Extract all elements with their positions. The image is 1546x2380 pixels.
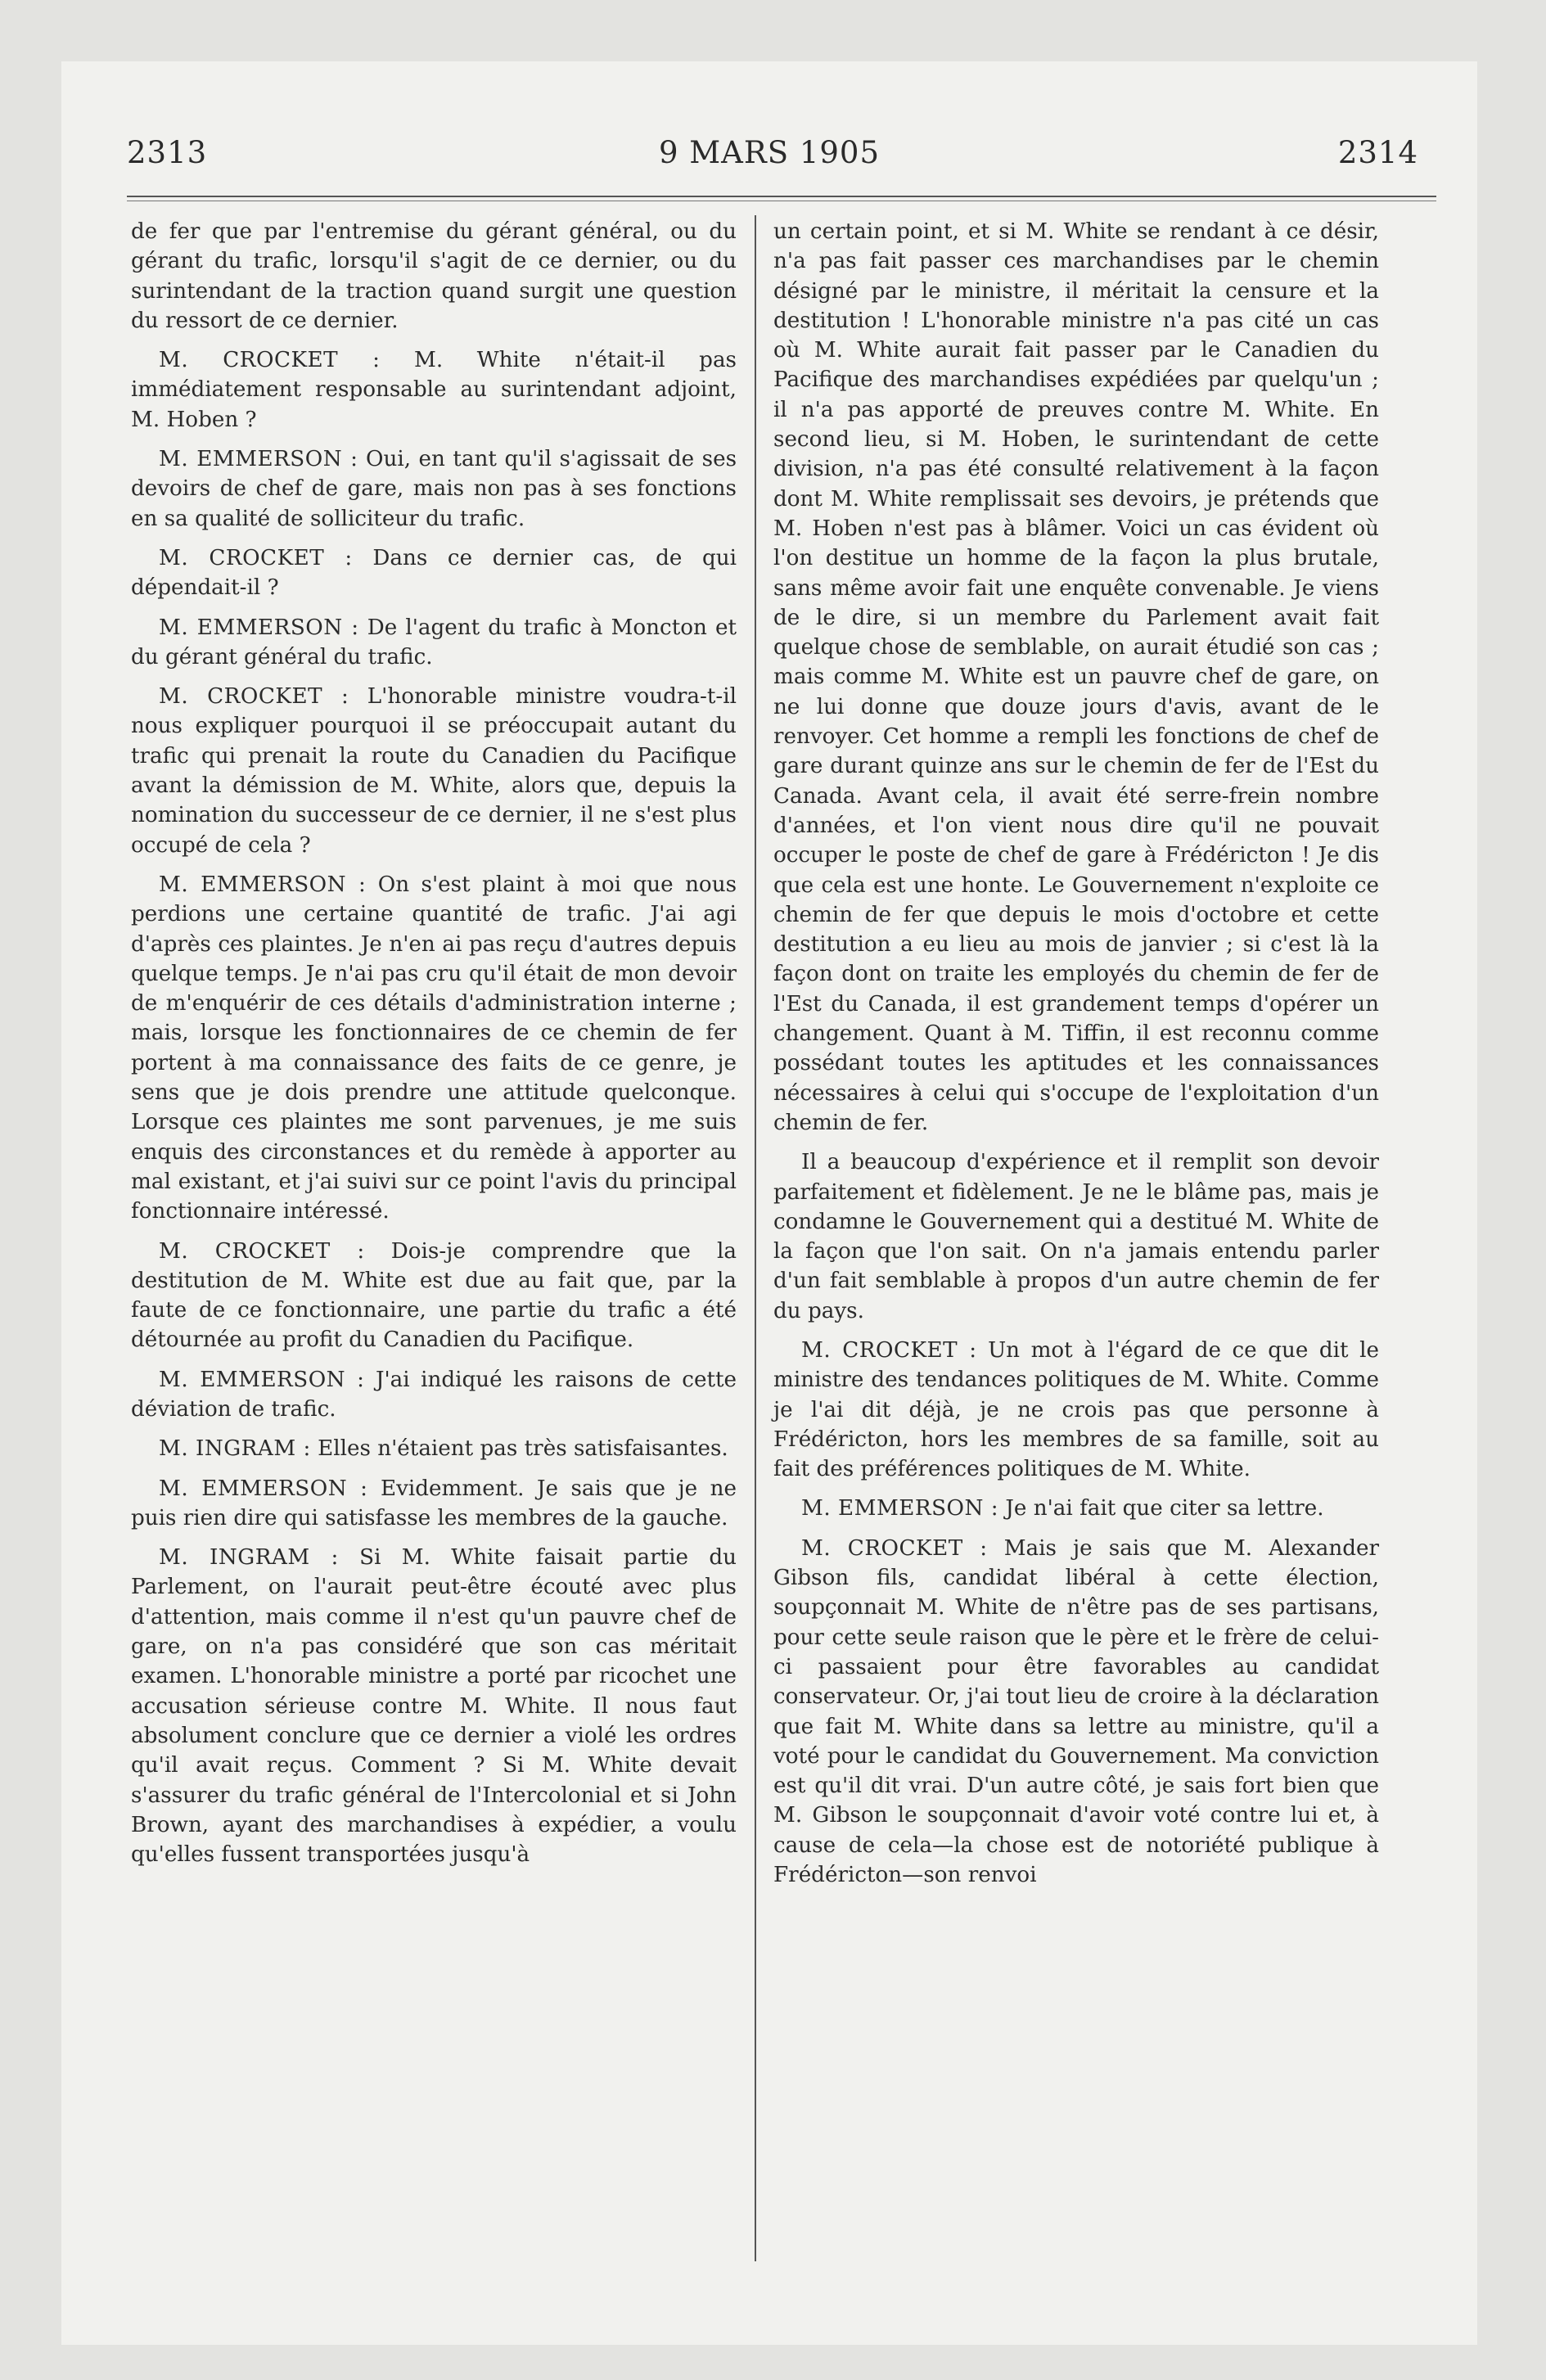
- left-column: [131, 217, 737, 1879]
- paragraph: [131, 1237, 737, 1355]
- paragraph-text: Mais je sais que M. Alexander Gibson fils, candidat libéral à cette élection, soupçonnait M. White de n'être pas de ses partisans, pour cette seule raison que le père et le frère de celui-ci passaient pour être favorables au candidat conservateur. Or, j'ai tout lieu de croire à la déclaration que fait M. White dans sa lettre au ministre, qu'il a voté pour le candidat du Gouvernement. Ma conviction est qu'il dit vrai. D'un autre côté, je sais fort bien que M. Gibson le soupçonnait d'avoir voté contre lui et, à cause de cela—la chose est de notoriété publique à Frédéricton—son renvoi: [773, 1535, 1379, 1888]
- speaker-name: M. EMMERSON :: [159, 872, 367, 897]
- column-divider: [755, 215, 756, 2261]
- paragraph-text: Oui, en tant qu'il s'agissait de ses devoirs de chef de gare, mais non pas à ses fonctions en sa qualité de solliciteur du trafic.: [131, 447, 737, 531]
- speaker-name: M. CROCKET :: [159, 1238, 365, 1264]
- page-number-right: 2314: [1337, 135, 1418, 170]
- paragraph: [131, 1365, 737, 1425]
- paragraph-text: Il a beaucoup d'expérience et il remplit son devoir parfaitement et fidèlement. Je ne le blâme pas, mais je condamne le Gouvernement qui a destitué M. White de la façon que l'on sait. On n'a jamais entendu parler d'un fait semblable à propos d'un autre chemin de fer du pays.: [773, 1150, 1379, 1323]
- page-date: 9 MARS 1905: [658, 135, 881, 170]
- paragraph: [131, 444, 737, 534]
- paragraph-text: De l'agent du trafic à Moncton et du gérant général du trafic.: [131, 615, 737, 669]
- header-rule: [127, 196, 1436, 197]
- speaker-name: M. CROCKET :: [801, 1535, 988, 1561]
- speaker-name: M. CROCKET :: [159, 545, 353, 570]
- paragraph: [131, 1543, 737, 1869]
- paragraph: [773, 1494, 1379, 1523]
- paragraph: [773, 1147, 1379, 1326]
- paragraph: [773, 1336, 1379, 1484]
- speaker-name: M. CROCKET :: [801, 1337, 977, 1363]
- paragraph-text: M. White n'était-il pas immédiatement responsable au surintendant adjoint, M. Hoben ?: [131, 348, 737, 432]
- page-number-left: 2313: [127, 135, 208, 170]
- paragraph-text: Je n'ai fait que citer sa lettre.: [1005, 1496, 1324, 1521]
- paragraph: [131, 613, 737, 673]
- paragraph-text: Un mot à l'égard de ce que dit le ministre des tendances politiques de M. White. Comme je l'ai dit déjà, je ne crois pas que personne à Frédéricton, hors les membres de sa famille, soit au fait des préférences politiques de M. White.: [773, 1337, 1379, 1482]
- paragraph: [131, 1474, 737, 1534]
- paragraph: [773, 1534, 1379, 1891]
- page: [61, 61, 1477, 2345]
- paragraph: [131, 217, 737, 336]
- paragraph: [131, 682, 737, 860]
- paragraph-text: de fer que par l'entremise du gérant général, ou du gérant du trafic, lorsqu'il s'agit de ce dernier, ou du surintendant de la traction quand surgit une question du ressort de ce dernier.: [131, 219, 737, 333]
- paragraph-text: Elles n'étaient pas très satisfaisantes.: [318, 1436, 728, 1462]
- speaker-name: M. EMMERSON :: [159, 447, 358, 472]
- speaker-name: M. EMMERSON :: [159, 1367, 365, 1392]
- speaker-name: M. EMMERSON :: [159, 615, 359, 640]
- paragraph-text: Si M. White faisait partie du Parlement, on l'aurait peut-être écouté avec plus d'attention, mais comme il n'est qu'un pauvre chef de gare, on n'a pas considéré que son cas méritait examen. L'honorable ministre a porté par ricochet une accusation sérieuse contre M. White. Il nous faut absolument conclure que ce dernier a violé les ordres qu'il avait reçus. Comment ? Si M. White devait s'assurer du trafic général de l'Intercolonial et si John Brown, ayant des marchandises à expédier, a voulu qu'elles fussent transportées jusqu'à: [131, 1545, 737, 1868]
- paragraph: [773, 217, 1379, 1138]
- paragraph: [131, 1434, 737, 1463]
- paragraph-text: un certain point, et si M. White se rendant à ce désir, n'a pas fait passer ces marchandises par le chemin désigné par le ministre, il méritait la censure et la destitution ! L'honorable ministre n'a pas cité un cas où M. White aurait fait passer par le Canadien du Pacifique des marchandises expédiées par quelqu'un ; il n'a pas apporté de preuves contre M. White. En second lieu, si M. Hoben, le surintendant de cette division, n'a pas été consulté relativement à la façon dont M. White remplissait ses devoirs, je prétends que M. Hoben n'est pas à blâmer. Voici un cas évident où l'on destitue un homme de la façon la plus brutale, sans même avoir fait une enquête convenable. Je viens de le dire, si un membre du Parlement avait fait quelque chose de semblable, on aurait étudié son cas ; mais comme M. White est un pauvre chef de gare, on ne lui donne que douze jours d'avis, avant de le renvoyer. Cet homme a rempli les fonctions de chef de gare durant quinze ans sur le chemin de fer de l'Est du Canada. Avant cela, il avait été serre-frein nombre d'années, et l'on vient nous dire qu'il ne pouvait occuper le poste de chef de gare à Frédéricton ! Je dis que cela est une honte. Le Gouvernement n'exploite ce chemin de fer que depuis le mois d'octobre et cette destitution a eu lieu au mois de janvier ; si c'est là la façon dont on traite les employés du chemin de fer de l'Est du Canada, il est grandement temps d'opérer un changement. Quant à M. Tiffin, il est reconnu comme possédant toutes les aptitudes et les connaissances nécessaires à celui qui s'occupe de l'exploitation d'un chemin de fer.: [773, 219, 1379, 1135]
- paragraph-text: Dois-je comprendre que la destitution de M. White est due au fait que, par la faute de ce fonctionnaire, une partie du trafic a été détournée au profit du Canadien du Pacifique.: [131, 1238, 737, 1353]
- paragraph-text: On s'est plaint à moi que nous perdions une certaine quantité de trafic. J'ai agi d'après ces plaintes. Je n'en ai pas reçu d'autres depuis quelque temps. Je n'ai pas cru qu'il était de mon devoir de m'enquérir de ces détails d'administration interne ; mais, lorsque les fonctionnaires de ce chemin de fer portent à ma connaissance des faits de ce genre, je sens que je dois prendre une attitude quelconque. Lorsque ces plaintes me sont parvenues, je me suis enquis des circonstances et du remède à apporter au mal existant, et j'ai suivi sur ce point l'avis du principal fonctionnaire intéressé.: [131, 872, 737, 1224]
- paragraph-text: Evidemment. Je sais que je ne puis rien dire qui satisfasse les membres de la gauche.: [131, 1476, 737, 1530]
- paragraph: [131, 870, 737, 1227]
- paragraph: [131, 543, 737, 603]
- paragraph-text: Dans ce dernier cas, de qui dépendait-il ?: [131, 545, 737, 601]
- speaker-name: M. INGRAM :: [159, 1436, 311, 1462]
- speaker-name: M. INGRAM :: [159, 1545, 339, 1571]
- speaker-name: M. EMMERSON :: [159, 1476, 368, 1501]
- right-column: [773, 217, 1379, 1900]
- paragraph-text: L'honorable ministre voudra-t-il nous expliquer pourquoi il se préoccupait autant du trafic qui prenait la route du Canadien du Pacifique avant la démission de M. White, alors que, depuis la nomination du successeur de ce dernier, il ne s'est plus occupé de cela ?: [131, 684, 737, 858]
- paragraph-text: J'ai indiqué les raisons de cette déviation de trafic.: [131, 1367, 737, 1422]
- speaker-name: M. EMMERSON :: [801, 1496, 999, 1521]
- speaker-name: M. CROCKET :: [159, 684, 349, 710]
- paragraph: [131, 345, 737, 435]
- speaker-name: M. CROCKET :: [159, 348, 381, 373]
